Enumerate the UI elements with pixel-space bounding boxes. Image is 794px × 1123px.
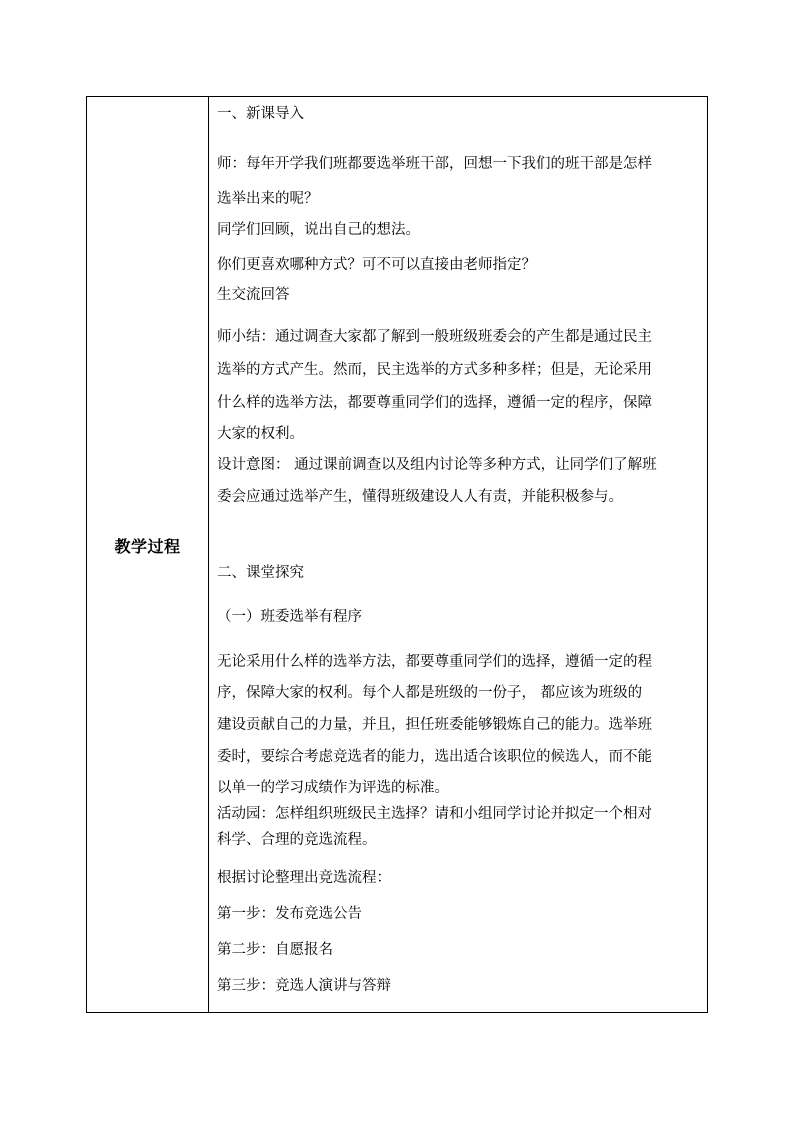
text-line: 活动园：怎样组织班级民主选择？请和小组同学讨论并拟定一个相对 [217,806,652,822]
text-line: 大家的权利。 [217,426,304,442]
text-line: （一）班委选举有程序 [217,609,362,625]
text-line: 无论采用什么样的选举方法，都要尊重同学们的选择，遵循一定的程 [217,654,652,670]
text-line: 第一步：发布竞选公告 [217,906,362,922]
text-line: 什么样的选举方法，都要尊重同学们的选择，遵循一定的程序，保障 [217,395,652,411]
text-line: 以单一的学习成绩作为评选的标准。 [217,780,449,796]
text-line: 第三步：竞选人演讲与答辩 [217,978,391,994]
text-line: 选举出来的呢？ [217,191,319,207]
text-line: 建设贡献自己的力量，并且，担任班委能够锻炼自己的能力。选举班 [217,717,652,733]
text-line: 委会应通过选举产生，懂得班级建设人人有责，并能积极参与。 [217,489,623,505]
text-line: 师小结：通过调查大家都了解到一般班级班委会的产生都是通过民主 [217,329,652,345]
text-line: 选举的方式产生。然而，民主选举的方式多种多样；但是，无论采用 [217,362,652,378]
column-divider [208,97,209,1012]
text-line: 根据讨论整理出竞选流程： [217,870,391,886]
section-label: 教学过程 [114,537,181,556]
text-line: 序，保障大家的权利。每个人都是班级的一份子， 都应该为班级的 [217,685,643,701]
text-line: 第二步：自愿报名 [217,942,333,958]
lesson-table [86,96,708,1013]
text-line: 委时，要综合考虑竞选者的能力，选出适合该职位的候选人，而不能 [217,749,652,765]
text-line: 设计意图： 通过课前调查以及组内讨论等多种方式，让同学们了解班 [217,457,657,473]
text-line: 同学们回顾，说出自己的想法。 [217,222,420,238]
text-line: 二、课堂探究 [217,565,304,581]
text-line: 你们更喜欢哪种方式？可不可以直接由老师指定？ [217,257,536,273]
text-line: 科学、合理的竞选流程。 [217,832,377,848]
text-line: 师：每年开学我们班都要选举班干部，回想一下我们的班干部是怎样 [217,156,652,172]
text-line: 一、新课导入 [217,106,304,122]
text-line: 生交流回答 [217,287,290,303]
